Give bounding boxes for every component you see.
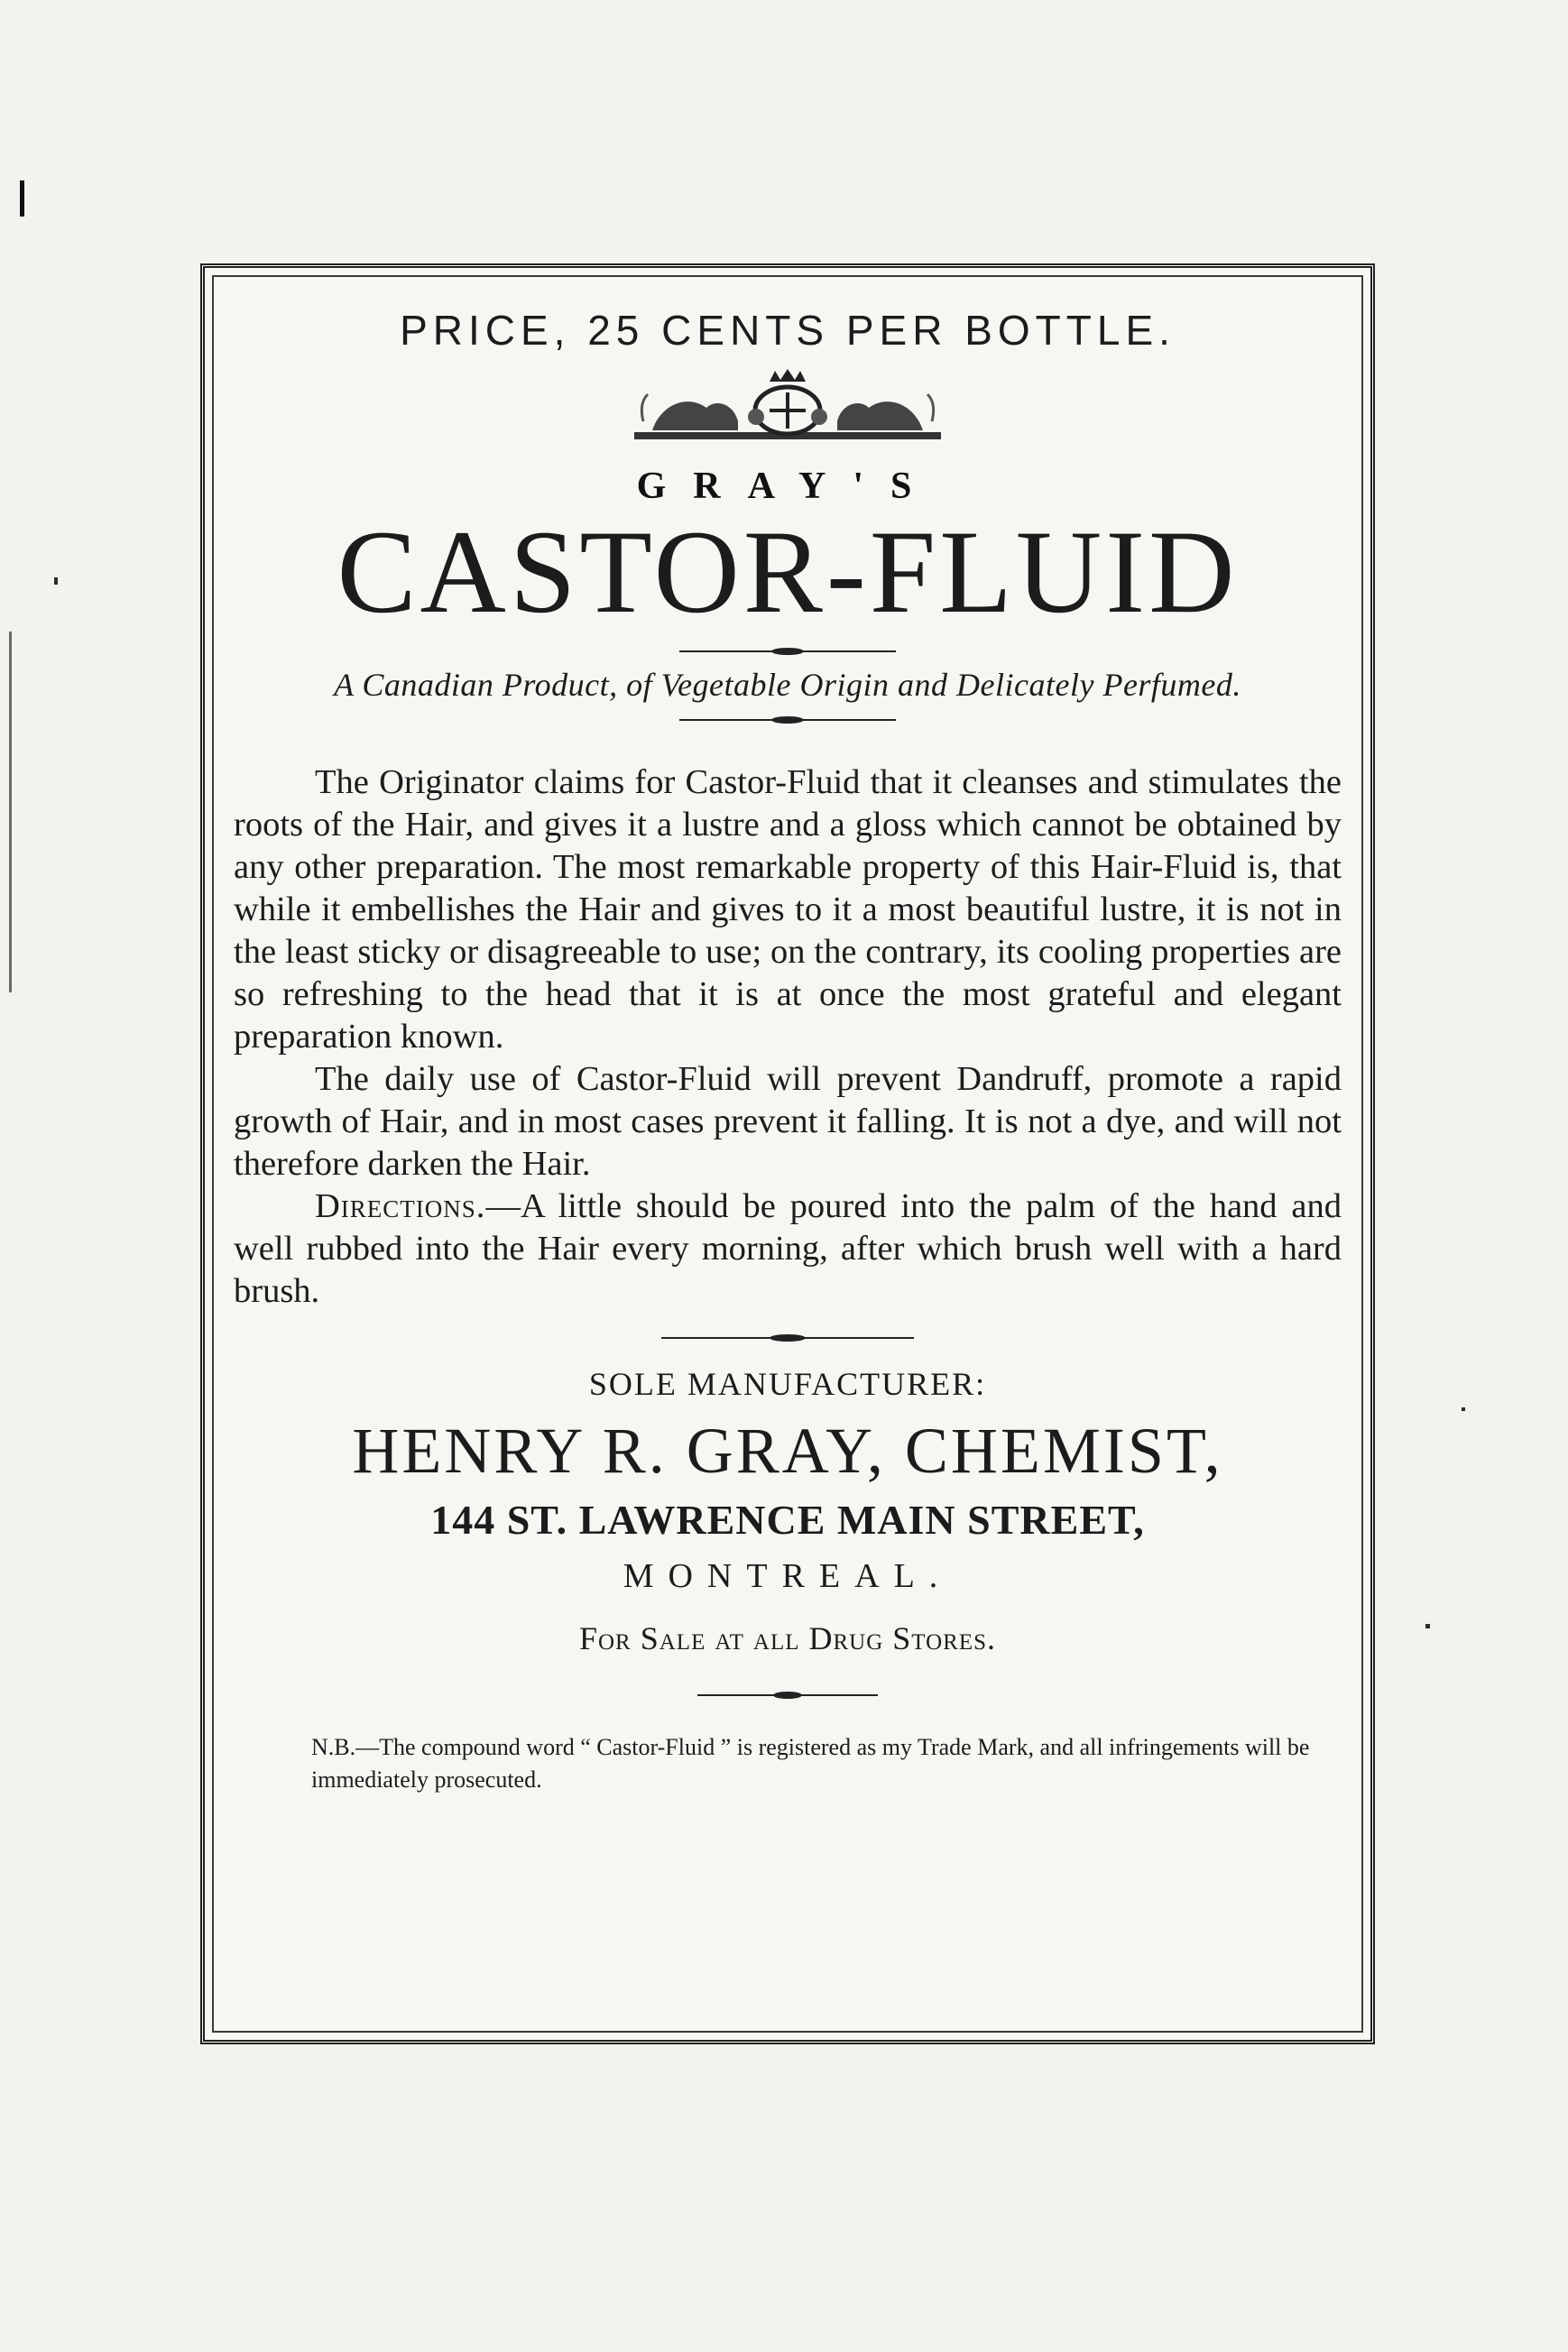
directions-label: Directions. (315, 1186, 486, 1225)
street-address: 144 ST. LAWRENCE MAIN STREET, (430, 1496, 1145, 1543)
brand-name: GRAY'S (636, 466, 939, 507)
description-paragraph: The daily use of Castor-Fluid will prevent Dandruff, promote a rapid growth of Hair, and in most cases prevent it falling. It is not a dye, and will not therefore darken the Hair. (234, 1059, 1342, 1183)
ornamental-rule (679, 715, 896, 725)
page-edge-scratch (9, 632, 12, 992)
ornamental-rule (679, 646, 896, 657)
product-tagline: A Canadian Product, of Vegetable Origin and Delicately Perfumed. (334, 666, 1241, 703)
scan-speck (1462, 1407, 1465, 1411)
directions-paragraph (234, 1185, 1342, 1313)
page-edge-mark (20, 180, 24, 217)
sale-note: For Sale at all Drug Stores. (578, 1619, 997, 1656)
ornamental-rule (661, 1333, 914, 1343)
price-line: PRICE, 25 CENTS PER BOTTLE. (400, 307, 1176, 354)
scan-speck (54, 577, 58, 585)
description-text (230, 761, 1345, 1313)
product-title: CASTOR-FLUID (337, 505, 1239, 638)
advertisement (230, 268, 1345, 1796)
trademark-note: N.B.—The compound word “ Castor-Fluid ” is registered as my Trade Mark, and all infringements will be immediately prosecuted. (311, 1733, 1310, 1793)
description-paragraph: The Originator claims for Castor-Fluid that it cleanses and stimulates the roots of the Hair, and gives it a lustre and a gloss which cannot be obtained by any other preparation. The most remarkable property of this Hair-Fluid is, that while it embellishes the Hair and gives to it a most beautiful lustre, it is not in the least sticky or disagreeable to use; on the contrary, its cooling properties are so refreshing to the head that it is at once the most grateful and elegant preparation known. (234, 762, 1342, 1056)
ornamental-rule (697, 1690, 878, 1701)
manufacturer-name: HENRY R. GRAY, CHEMIST, (352, 1414, 1223, 1487)
royal-crest-icon (625, 367, 950, 448)
directions-text: —A little should be poured into the palm of the hand and well rubbed into the Hair every morning, after which brush well with a hard brush. (234, 1186, 1342, 1310)
city-name: MONTREAL. (623, 1556, 953, 1595)
scan-speck (1425, 1624, 1430, 1628)
sole-manufacturer-label: SOLE MANUFACTURER: (588, 1365, 987, 1402)
advertisement-frame (200, 263, 1375, 2044)
